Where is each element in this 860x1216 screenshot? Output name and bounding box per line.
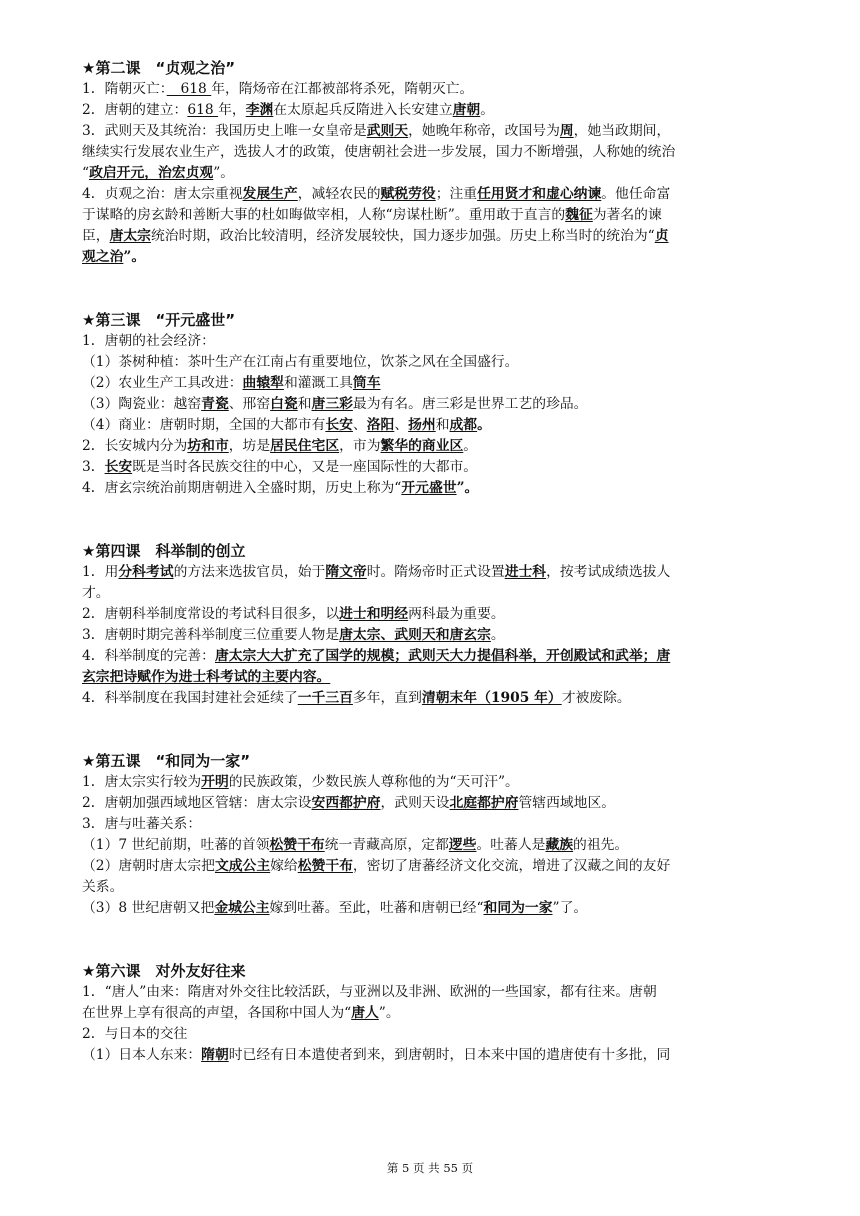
bold-punctuation: ”。	[123, 249, 146, 265]
key-term: 长安	[325, 417, 353, 433]
text-segment: 多年，直到	[352, 690, 422, 706]
text-segment: （1）日本人东来：	[82, 1047, 202, 1063]
key-term: 筒车	[352, 375, 381, 391]
text-segment: 既是当时各民族交往的中心，又是一座国际性的大都市。	[132, 459, 478, 475]
text-line	[82, 1024, 822, 1045]
text-segment: 。吐蕃人是	[476, 837, 546, 853]
text-segment: （3）8 世纪唐朝又把	[82, 900, 215, 916]
key-term: 周	[559, 123, 574, 139]
key-term: 安西都护府	[311, 795, 381, 811]
text-segment: 4．科举制度在我国封建社会延续了	[82, 690, 298, 706]
text-segment: 在世界上享有很高的声望，各国称中国人为“	[82, 1005, 352, 1021]
key-term: 白瓷	[270, 396, 298, 412]
key-term: 繁华的商业区	[380, 438, 464, 454]
text-segment: ，市为	[339, 438, 381, 454]
text-line	[82, 394, 822, 415]
key-term: 唐朝	[452, 102, 481, 118]
text-line	[82, 226, 822, 247]
text-line	[82, 898, 822, 919]
text-line	[82, 625, 822, 646]
text-segment: 、	[394, 417, 409, 433]
key-term: 金城公主	[214, 900, 270, 916]
text-line	[82, 142, 822, 163]
text-segment: 和	[297, 396, 312, 412]
text-line	[82, 793, 822, 814]
text-segment: 两科最为重要。	[408, 606, 505, 622]
text-line	[82, 982, 822, 1003]
section-gap	[82, 268, 822, 310]
text-segment: 才。	[82, 585, 110, 601]
key-term: 开明	[201, 774, 229, 790]
text-line	[82, 247, 822, 268]
key-term: 进士科	[504, 564, 547, 580]
text-segment: 于谋略的房玄龄和善断大事的杜如晦做宰相，人称“房谋杜断”。重用敢于直言的	[82, 207, 566, 223]
text-line	[82, 331, 822, 352]
text-segment: 臣，	[82, 228, 110, 244]
text-segment: 时已经有日本遣使者到来，到唐朝时，日本来中国的遣唐使有十多批，同	[228, 1047, 671, 1063]
text-segment: 统一青藏高原，定都	[324, 837, 449, 853]
text-segment: 3．	[82, 459, 105, 475]
text-line	[82, 688, 822, 709]
text-segment: ；注重	[435, 186, 478, 202]
bold-punctuation: 。	[477, 417, 491, 433]
text-segment: 的方法来选拔官员，始于	[173, 564, 326, 580]
key-term: 任用贤才和虚心纳谏	[477, 186, 602, 202]
text-segment: ，密切了唐蕃经济文化交流，增进了汉藏之间的友好	[352, 858, 671, 874]
text-segment: ，武则天设	[380, 795, 450, 811]
section-title: ★第二课 “贞观之治”	[82, 59, 236, 77]
text-segment: 2．长安城内分为	[82, 438, 188, 454]
text-segment: 关系。	[82, 879, 124, 895]
key-term: 发展生产	[242, 186, 298, 202]
text-segment: 2．唐朝科举制度常设的考试科目很多，以	[82, 606, 340, 622]
section-title: ★第五课 “和同为一家”	[82, 752, 251, 770]
text-line	[82, 856, 822, 877]
text-segment: 2．唐朝加强西域地区管辖：唐太宗设	[82, 795, 312, 811]
text-segment: 4．唐玄宗统治前期唐朝进入全盛时期，历史上称为“	[82, 480, 402, 496]
text-segment: 最为有名。唐三彩是世界工艺的珍品。	[352, 396, 588, 412]
text-segment: 的祖先。	[573, 837, 629, 853]
text-segment: ，她当政期间，	[573, 123, 671, 139]
text-segment: 年，隋炀帝在江都被部将杀死，隋朝灭亡。	[211, 81, 474, 97]
text-segment: （1）茶树种植：茶叶生产在江南占有重要地位，饮茶之风在全国盛行。	[82, 354, 519, 370]
text-segment: 统治时期，政治比较清明，经济发展较快，国力逐步加强。历史上称当时的统治为“	[150, 228, 655, 244]
key-term: 居民住宅区	[270, 438, 340, 454]
text-line	[82, 583, 822, 604]
page-footer: 第 5 页 共 55 页	[386, 1161, 474, 1175]
key-term: 扬州	[408, 417, 436, 433]
text-segment: （1）7 世纪前期，吐蕃的首领	[82, 837, 270, 853]
key-term: 和同为一家	[483, 900, 553, 916]
text-segment: 嫁到吐蕃。至此，吐蕃和唐朝已经“	[269, 900, 484, 916]
text-segment: 。	[480, 102, 495, 118]
key-term: 文成公主	[214, 858, 271, 874]
text-segment: 管辖西域地区。	[518, 795, 616, 811]
text-line	[82, 1003, 822, 1024]
key-term: 贞	[654, 228, 669, 244]
bold-punctuation: ”。	[456, 480, 479, 496]
text-segment: 年，	[218, 102, 246, 118]
text-segment: 1．唐朝的社会经济：	[82, 333, 215, 349]
text-segment: 和	[435, 417, 450, 433]
text-segment: ”。	[213, 165, 235, 181]
key-term: 进士和明经	[339, 606, 409, 622]
key-term: 长安	[104, 459, 133, 475]
underlined-value: 618	[166, 81, 212, 97]
text-segment: 1．“唐人”由来：隋唐对外交往比较活跃，与亚洲以及非洲、欧洲的一些国家，都有往来。唐朝	[82, 984, 657, 1000]
text-segment: 1．用	[82, 564, 119, 580]
text-segment: ，坊是	[228, 438, 271, 454]
key-term: 清朝末年（1905 年）	[421, 690, 562, 706]
text-segment: ”了。	[552, 900, 588, 916]
text-segment: 3．唐与吐蕃关系：	[82, 816, 202, 832]
text-line	[82, 604, 822, 625]
key-term: 松赞干布	[297, 858, 353, 874]
text-line	[82, 100, 822, 121]
key-term: 李渊	[245, 102, 274, 118]
key-term: 赋税劳役	[380, 186, 436, 202]
text-line	[82, 667, 822, 688]
text-line	[82, 1045, 822, 1066]
text-line	[82, 163, 822, 184]
underlined-value: 618	[187, 102, 219, 118]
text-segment: （3）陶瓷业：越窑	[82, 396, 202, 412]
text-segment: （2）农业生产工具改进：	[82, 375, 243, 391]
text-segment: 2．唐朝的建立：	[82, 102, 188, 118]
text-segment: 为著名的谏	[592, 207, 662, 223]
key-term: 曲辕犁	[242, 375, 284, 391]
key-term: 玄宗把诗赋作为进士科考试的主要内容。	[82, 669, 331, 685]
text-segment: ，减轻农民的	[297, 186, 381, 202]
text-segment: （2）唐朝时唐太宗把	[82, 858, 215, 874]
key-term: 观之治	[82, 249, 124, 265]
key-term: 隋朝	[201, 1047, 229, 1063]
text-line	[82, 646, 822, 667]
text-segment: “	[82, 165, 90, 181]
key-term: 松赞干布	[269, 837, 325, 853]
text-segment: 在太原起兵反隋进入长安建立	[273, 102, 453, 118]
text-segment: 、	[352, 417, 367, 433]
key-term: 唐太宗	[109, 228, 151, 244]
key-term: 武则天	[366, 123, 409, 139]
key-term: 藏族	[545, 837, 574, 853]
text-line	[82, 121, 822, 142]
text-line	[82, 457, 822, 478]
text-line	[82, 205, 822, 226]
key-term: 唐人	[351, 1005, 379, 1021]
key-term: 唐太宗、武则天和唐玄宗	[339, 627, 491, 643]
text-segment: 2．与日本的交往	[82, 1026, 188, 1042]
text-segment: ”。	[378, 1005, 400, 1021]
text-segment: 嫁给	[270, 858, 298, 874]
text-line	[82, 772, 822, 793]
key-term: 青瓷	[201, 396, 229, 412]
text-line	[82, 373, 822, 394]
text-line	[82, 562, 822, 583]
text-segment: ，她晚年称帝，改国号为	[408, 123, 560, 139]
text-segment: 。	[463, 438, 478, 454]
text-line	[82, 436, 822, 457]
text-segment: ，按考试成绩选拔人	[546, 564, 671, 580]
text-line	[82, 352, 822, 373]
text-segment: 时。隋炀帝时正式设置	[366, 564, 505, 580]
key-term: 一千三百	[297, 690, 353, 706]
section-gap	[82, 919, 822, 961]
section-gap	[82, 499, 822, 541]
section-title: ★第三课 “开元盛世”	[82, 311, 236, 329]
text-segment: 。	[490, 627, 505, 643]
text-segment: 继续实行发展农业生产，选拔人才的政策，使唐朝社会进一步发展，国力不断增强，人称她的统治	[82, 144, 676, 160]
text-line	[82, 835, 822, 856]
text-line	[82, 79, 822, 100]
section-title: ★第六课 对外友好往来	[82, 962, 246, 980]
text-segment: 。他任命富	[601, 186, 671, 202]
key-term: 政启开元，治宏贞观	[89, 165, 214, 181]
text-line	[82, 184, 822, 205]
key-term: 成都	[449, 417, 478, 433]
text-line	[82, 814, 822, 835]
text-segment: 和灌溉工具	[283, 375, 353, 391]
key-term: 北庭都护府	[449, 795, 519, 811]
text-segment: 1．唐太宗实行较为	[82, 774, 202, 790]
text-segment: 才被废除。	[561, 690, 631, 706]
key-term: 逻些	[448, 837, 477, 853]
key-term: 魏征	[565, 207, 593, 223]
text-segment: 4．科举制度的完善：	[82, 648, 215, 664]
text-segment: （4）商业：唐朝时期，全国的大都市有	[82, 417, 326, 433]
text-segment: 4．贞观之治：唐太宗重视	[82, 186, 243, 202]
text-segment: 3．武则天及其统治：我国历史上唯一女皇帝是	[82, 123, 367, 139]
key-term: 唐太宗大大扩充了国学的规模；武则天大力提倡科举，开创殿试和武举；唐	[214, 648, 671, 664]
text-line	[82, 877, 822, 898]
key-term: 隋文帝	[325, 564, 367, 580]
text-line	[82, 415, 822, 436]
key-term: 洛阳	[366, 417, 395, 433]
text-line	[82, 478, 822, 499]
section-gap	[82, 709, 822, 751]
section-title: ★第四课 科举制的创立	[82, 542, 246, 560]
text-segment: 1．隋朝灭亡：	[82, 81, 167, 97]
key-term: 唐三彩	[311, 396, 353, 412]
key-term: 坊和市	[187, 438, 229, 454]
text-segment: 3．唐朝时期完善科举制度三位重要人物是	[82, 627, 340, 643]
document-page	[82, 58, 822, 1066]
text-segment: 的民族政策，少数民族人尊称他的为“天可汗”。	[228, 774, 519, 790]
key-term: 开元盛世	[401, 480, 457, 496]
key-term: 分科考试	[118, 564, 174, 580]
text-segment: 、邢窑	[228, 396, 271, 412]
